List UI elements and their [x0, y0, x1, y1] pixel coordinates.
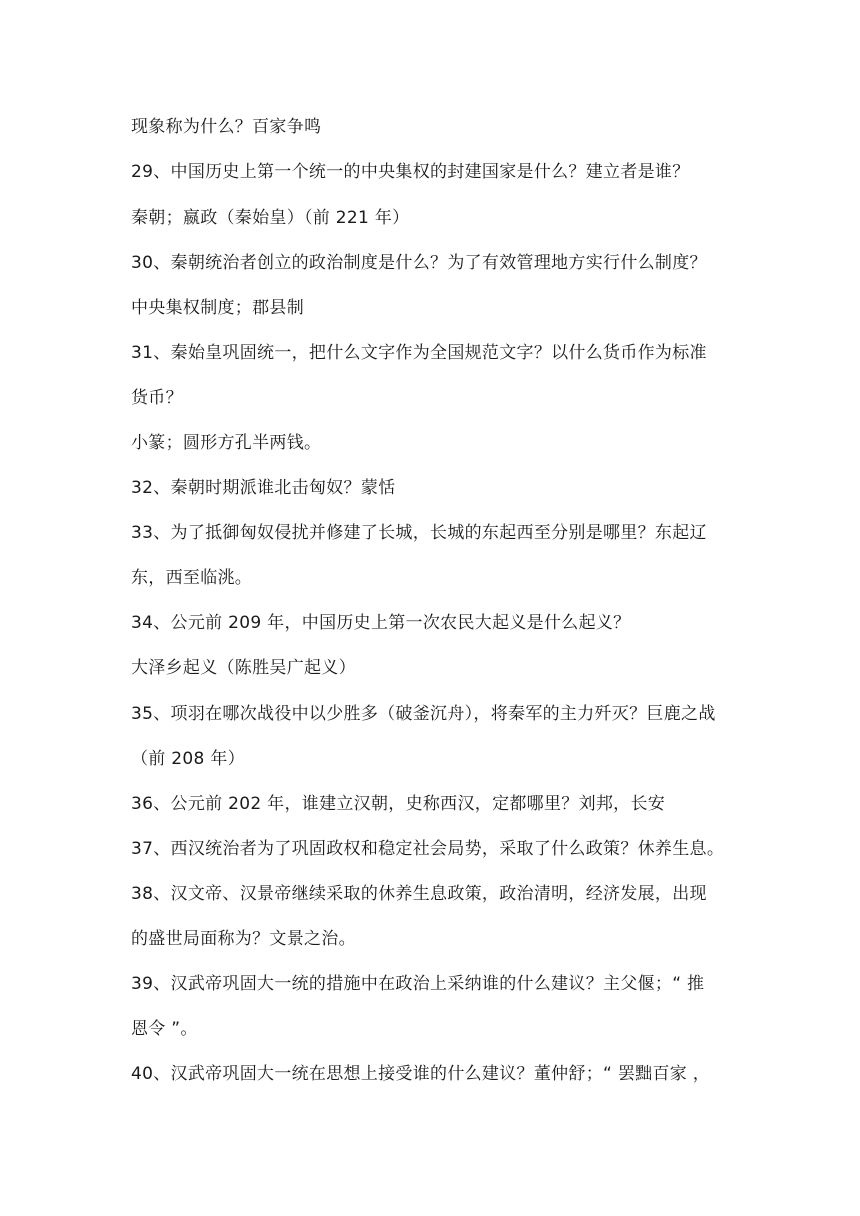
question-32: 32、秦朝时期派谁北击匈奴？蒙恬 [131, 478, 396, 498]
question-40: 40、汉武帝巩固大一统在思想上接受谁的什么建议？董仲舒；“ 罢黜百家 ， [131, 1064, 711, 1084]
question-35-cont: （前 208 年） [131, 749, 245, 769]
question-29: 29、中国历史上第一个统一的中央集权的封建国家是什么？建立者是谁？ [131, 162, 690, 182]
question-37: 37、西汉统治者为了巩固政权和稳定社会局势，采取了什么政策？休养生息。 [131, 839, 725, 859]
answer-30: 中央集权制度；郡县制 [131, 298, 304, 318]
question-30: 30、秦朝统治者创立的政治制度是什么？为了有效管理地方实行什么制度？ [131, 253, 707, 273]
question-38: 38、汉文帝、汉景帝继续采取的休养生息政策，政治清明，经济发展，出现 [131, 884, 707, 904]
question-35: 35、项羽在哪次战役中以少胜多（破釜沉舟），将秦军的主力歼灭？巨鹿之战 [131, 704, 716, 724]
answer-29: 秦朝；嬴政（秦始皇）（前 221 年） [131, 208, 410, 228]
answer-31: 小篆；圆形方孔半两钱。 [131, 433, 322, 453]
question-33-cont: 东，西至临洮。 [131, 568, 253, 588]
question-31: 31、秦始皇巩固统一，把什么文字作为全国规范文字？以什么货币作为标准 [131, 343, 707, 363]
question-36: 36、公元前 202 年，谁建立汉朝，史称西汉，定都哪里？刘邦，长安 [131, 794, 666, 814]
question-38-cont: 的盛世局面称为？文景之治。 [131, 929, 356, 949]
question-31-cont: 货币？ [131, 388, 183, 408]
question-33: 33、为了抵御匈奴侵扰并修建了长城，长城的东起西至分别是哪里？东起辽 [131, 523, 707, 543]
answer-34: 大泽乡起义（陈胜吴广起义） [131, 658, 356, 678]
text-line: 现象称为什么？百家争鸣 [131, 117, 322, 137]
question-34: 34、公元前 209 年，中国历史上第一次农民大起义是什么起义？ [131, 613, 631, 633]
question-39: 39、汉武帝巩固大一统的措施中在政治上采纳谁的什么建议？主父偃；“ 推 [131, 974, 705, 994]
question-39-cont: 恩令 ”。 [131, 1019, 198, 1039]
